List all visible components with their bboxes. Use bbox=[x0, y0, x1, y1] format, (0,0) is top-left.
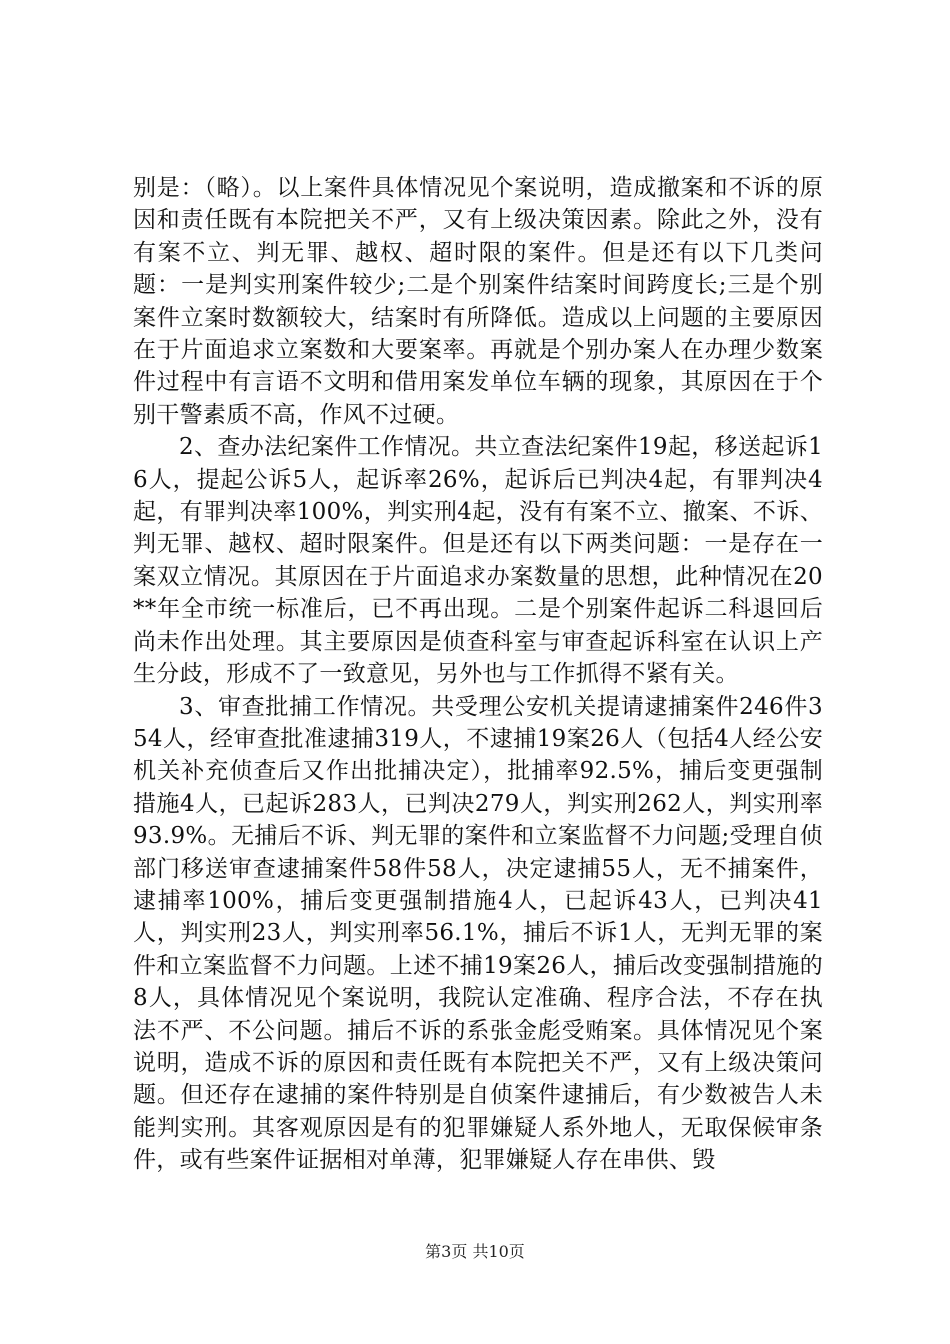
paragraph-1: 别是：（略）。以上案件具体情况见个案说明，造成撤案和不诉的原因和责任既有本院把关不严，又有上级决策因素。除此之外，没有有案不立、判无罪、越权、超时限的案件。但是还有以下几类问题：一是判实刑案件较少;二是个别案件结案时间跨度长;三是个别案件立案时数额较大，结案时有所降低。造成以上问题的主要原因在于片面追求立案数和大要案率。再就是个别办案人在办理少数案件过程中有言语不文明和借用案发单位车辆的现象，其原因在于个别干警素质不高，作风不过硬。 bbox=[133, 175, 823, 428]
document-body bbox=[133, 172, 823, 1177]
paragraph-2-law-discipline-cases: 2、查办法纪案件工作情况。共立查法纪案件19起，移送起诉16人，提起公诉5人，起诉率26%，起诉后已判决4起，有罪判决4起，有罪判决率100%，判实刑4起，没有有案不立、撤案、不诉、判无罪、越权、超时限案件。但是还有以下两类问题：一是存在一案双立情况。其原因在于片面追求办案数量的思想，此种情况在20**年全市统一标准后，已不再出现。二是个别案件起诉二科退回后尚未作出处理。其主要原因是侦查科室与审查起诉科室在认识上产生分歧，形成不了一致意见，另外也与工作抓得不紧有关。 bbox=[133, 434, 823, 688]
page-number-footer: 第3页 共10页 bbox=[425, 1242, 525, 1261]
paragraph-3-arrest-review: 3、审查批捕工作情况。共受理公安机关提请逮捕案件246件354人，经审查批准逮捕319人，不逮捕19案26人（包括4人经公安机关补充侦查后又作出批捕决定），批捕率92.5%，捕后变更强制措施4人，已起诉283人，已判决279人，判实刑262人，判实刑率93.9%。无捕后不诉、判无罪的案件和立案监督不力问题;受理自侦部门移送审查逮捕案件58件58人，决定逮捕55人，无不捕案件，逮捕率100%，捕后变更强制措施4人，已起诉43人，已判决41人，判实刑23人，判实刑率56.1%，捕后不诉1人，无判无罪的案件和立案监督不力问题。上述不捕19案26人，捕后改变强制措施的8人，具体情况见个案说明，我院认定准确、程序合法，不存在执法不严、不公问题。捕后不诉的系张金彪受贿案。具体情况见个案说明，造成不诉的原因和责任既有本院把关不严，又有上级决策问题。但还存在逮捕的案件特别是自侦案件逮捕后，有少数被告人未能判实刑。其客观原因是有的犯罪嫌疑人系外地人，无取保候审条件，或有些案件证据相对单薄，犯罪嫌疑人存在串供、毁 bbox=[133, 693, 823, 1174]
